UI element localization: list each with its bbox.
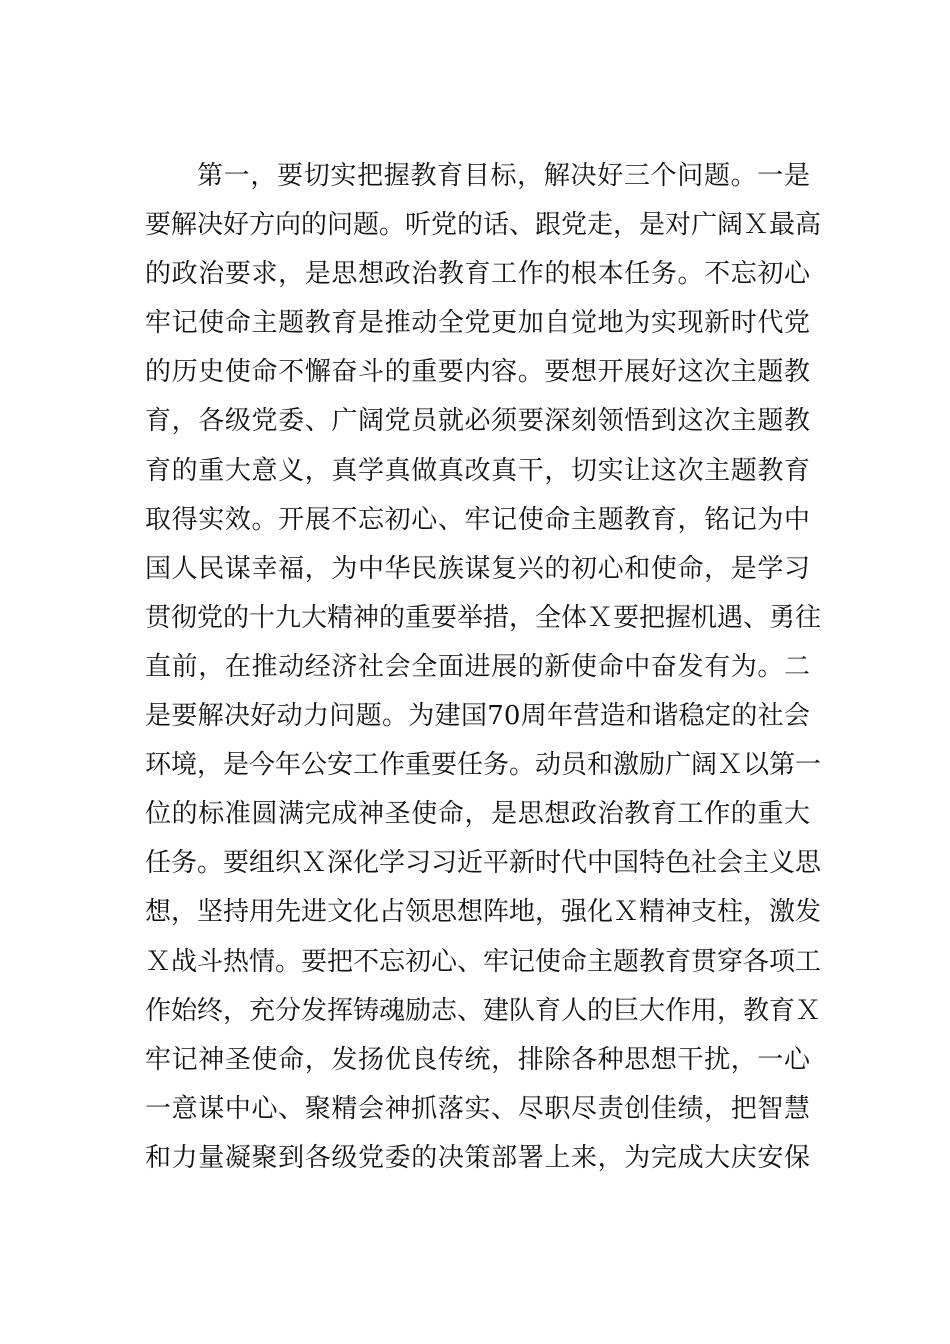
text-line: 想，坚持用先进文化占领思想阵地，强化Ｘ精神支柱，激发	[145, 897, 822, 928]
text-line: 要解决好方向的问题。听党的话、跟党走，是对广阔Ｘ最高	[145, 210, 822, 241]
text-line: 牢记使命主题教育是推动全党更加自觉地为实现新时代党	[145, 308, 810, 339]
text-line: 国人民谋幸福，为中华民族谋复兴的初心和使命，是学习	[145, 553, 810, 584]
text-line: 牢记神圣使命，发扬优良传统，排除各种思想干扰，一心	[145, 1044, 810, 1075]
text-line: 第一，要切实把握教育目标，解决好三个问题。一是	[197, 161, 810, 191]
text-line: 取得实效。开展不忘初心、牢记使命主题教育，铭记为中	[145, 504, 810, 535]
text-line: 育的重大意义，真学真做真改真干，切实让这次主题教育	[145, 455, 810, 486]
text-line: 任务。要组织Ｘ深化学习习近平新时代中国特色社会主义思	[145, 848, 822, 879]
body-paragraph	[145, 152, 822, 1183]
text-line: 是要解决好动力问题。为建国70周年营造和谐稳定的社会	[145, 701, 810, 732]
text-line: 贯彻党的十九大精神的重要举措，全体Ｘ要把握机遇、勇往	[145, 602, 822, 633]
text-line: 的政治要求，是思想政治教育工作的根本任务。不忘初心	[145, 259, 810, 290]
text-line: 作始终，充分发挥铸魂励志、建队育人的巨大作用，教育Ｘ	[145, 995, 822, 1026]
text-line: Ｘ战斗热情。要把不忘初心、牢记使命主题教育贯穿各项工	[145, 946, 822, 977]
text-line: 和力量凝聚到各级党委的决策部署上来，为完成大庆安保	[145, 1142, 810, 1173]
text-line: 的历史使命不懈奋斗的重要内容。要想开展好这次主题教	[145, 357, 810, 388]
text-line: 环境，是今年公安工作重要任务。动员和激励广阔Ｘ以第一	[145, 750, 822, 781]
text-line: 位的标准圆满完成神圣使命，是思想政治教育工作的重大	[145, 799, 810, 830]
text-line: 直前，在推动经济社会全面进展的新使命中奋发有为。二	[145, 651, 810, 682]
text-line: 一意谋中心、聚精会神抓落实、尽职尽责创佳绩，把智慧	[145, 1093, 810, 1124]
text-line: 育，各级党委、广阔党员就必须要深刻领悟到这次主题教	[145, 406, 810, 437]
